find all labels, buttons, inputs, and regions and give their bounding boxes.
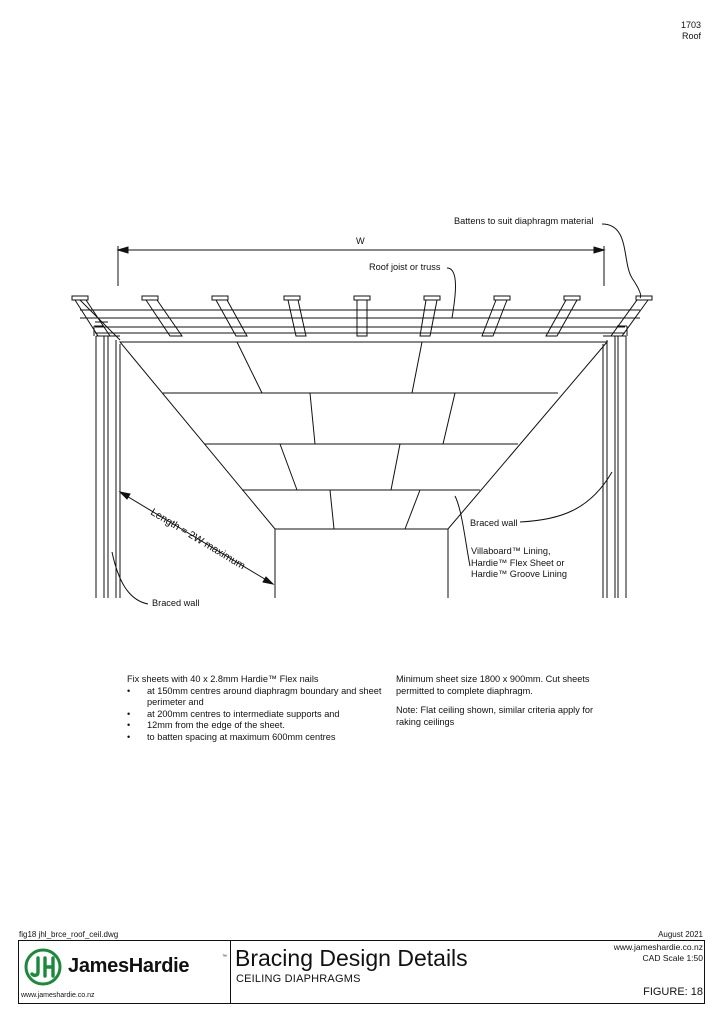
list-item: • 12mm from the edge of the sheet.	[127, 720, 387, 732]
label-braced-wall-left: Braced wall	[152, 598, 200, 608]
drawing-filename: fig18 jhl_brce_roof_ceil.dwg	[19, 930, 119, 939]
lining-line-3: Hardie™ Groove Lining	[471, 569, 568, 579]
dim-arrow-left	[118, 247, 128, 253]
label-length: Length = 2W maximum	[148, 506, 248, 573]
fixing-notes-title: Fix sheets with 40 x 2.8mm Hardie™ Flex nails	[127, 674, 319, 684]
left-wall	[94, 326, 120, 598]
title-block-meta	[614, 942, 703, 964]
cad-scale: CAD Scale 1:50	[642, 953, 703, 963]
fixing-notes	[127, 674, 387, 743]
list-item: • at 150mm centres around diaphragm boundary and sheet perimeter and	[127, 686, 387, 709]
list-item: • at 200mm centres to intermediate supports and	[127, 709, 387, 721]
page-title: Bracing Design Details	[235, 945, 468, 971]
brand-url: www.jameshardie.co.nz	[21, 992, 95, 999]
label-joist: Roof joist or truss	[369, 262, 441, 272]
leader-braced-wall-right	[520, 472, 612, 522]
label-width: W	[356, 236, 365, 246]
lining-line-2: Hardie™ Flex Sheet or	[471, 557, 565, 568]
fixing-notes-list	[127, 686, 387, 744]
website: www.jameshardie.co.nz	[613, 942, 703, 952]
title-block-divider	[230, 940, 231, 1004]
leader-braced-wall-left	[112, 552, 148, 604]
figure-number: FIGURE: 18	[643, 986, 703, 998]
brand-name: JamesHardie	[68, 955, 190, 977]
dim-arrow-length-b	[263, 577, 273, 584]
trademark-mark: ™	[222, 954, 227, 960]
lining-line-1: Villaboard™ Lining,	[471, 546, 551, 556]
leader-battens	[602, 224, 641, 298]
page-subtitle: CEILING DIAPHRAGMS	[236, 973, 361, 985]
dim-arrow-length-a	[120, 492, 130, 499]
sheet-notes	[396, 674, 616, 728]
label-battens: Battens to suit diaphragm material	[454, 216, 594, 226]
dim-arrow-right	[594, 247, 604, 253]
right-wall	[603, 326, 627, 598]
list-item: • to batten spacing at maximum 600mm centres	[127, 732, 387, 744]
jameshardie-logo-icon	[24, 948, 62, 986]
drawing-date: August 2021	[658, 930, 703, 939]
roof-joists	[72, 296, 652, 336]
drawing-code: 1703	[680, 20, 701, 30]
batten-left-edge	[80, 300, 120, 340]
label-braced-wall-right: Braced wall	[470, 518, 518, 528]
label-lining	[471, 546, 567, 581]
flat-ceiling-note: Note: Flat ceiling shown, similar criteria apply for raking ceilings	[396, 705, 594, 727]
section-name: Roof	[681, 31, 701, 41]
sheet-size-note: Minimum sheet size 1800 x 900mm. Cut sheets permitted to complete diaphragm.	[396, 674, 590, 696]
